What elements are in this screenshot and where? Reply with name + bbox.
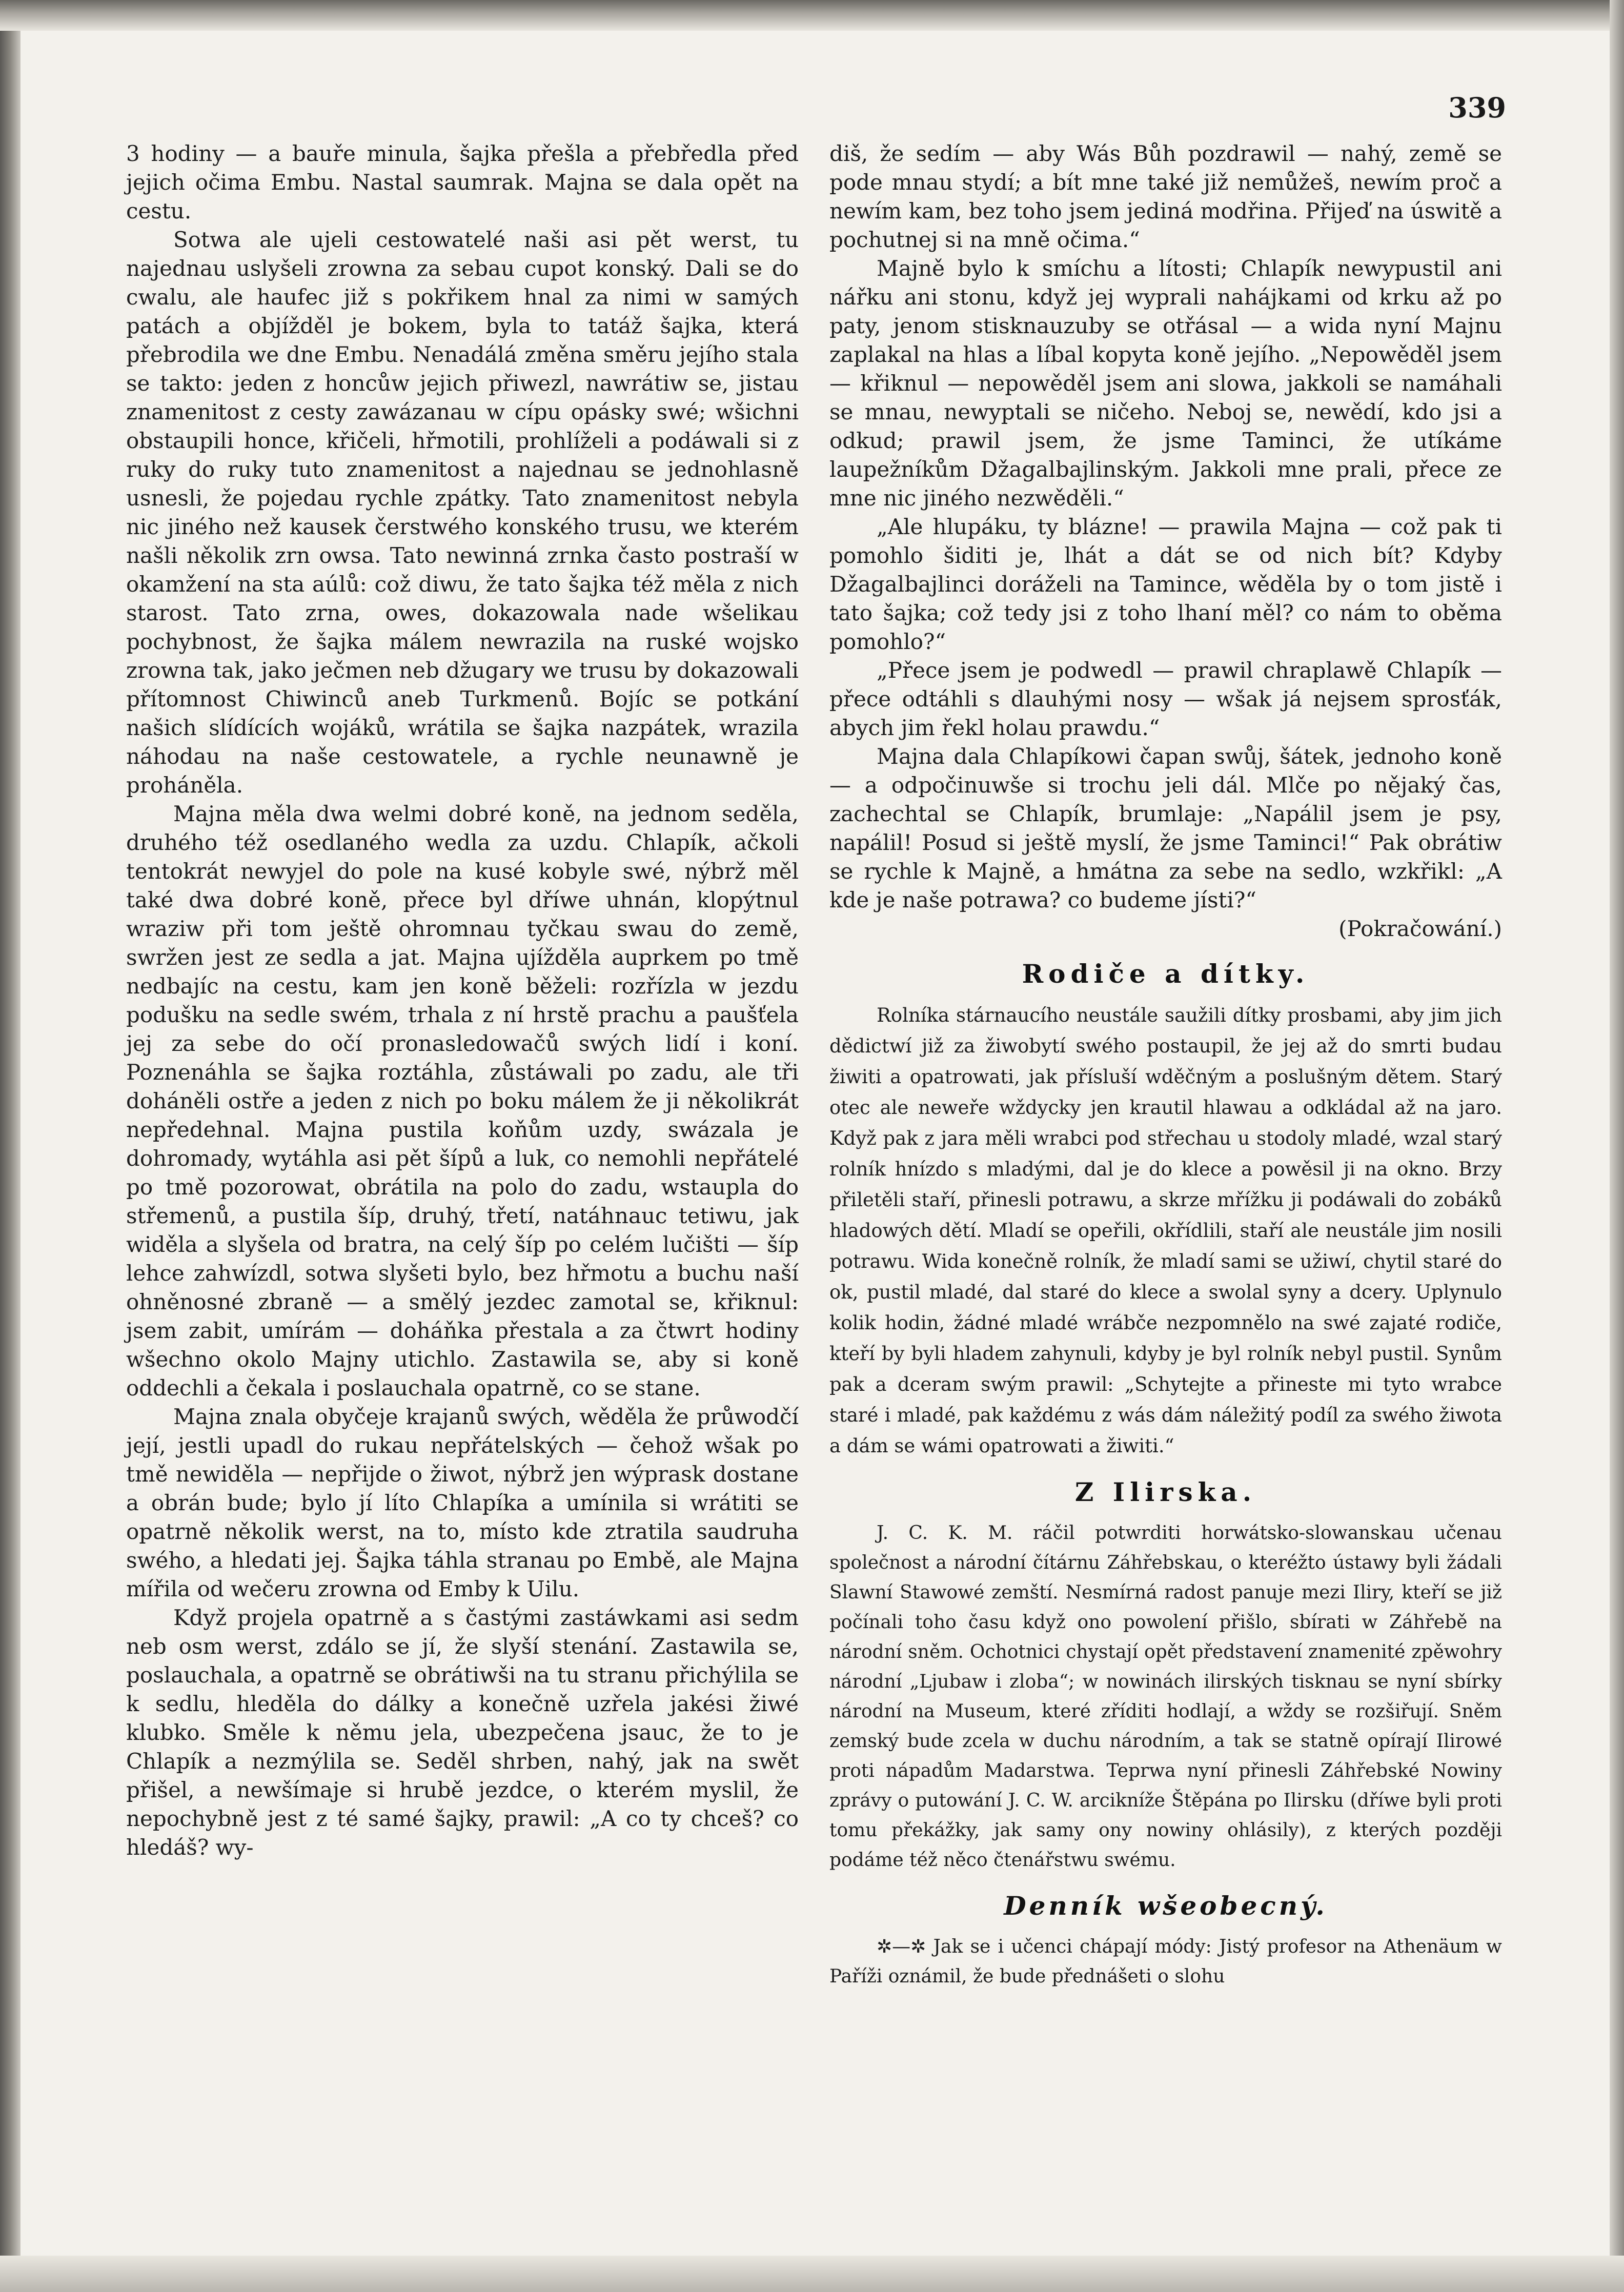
story-paragraph: 3 hodiny — a bauře minula, šajka přešla a přebředla před jejich očima Embu. Nastal saumrak. Majna se dala opět na cestu. (126, 141, 799, 224)
left-column (126, 139, 799, 1862)
story-paragraph: Majně bylo k smíchu a lítosti; Chlapík newypustil ani nářku ani stonu, když jej wyprali nahájkami od krku až po paty, jenom stisknauzuby se otřásal — a wida nyní Majnu zaplakal na hlas a líbal kopyta koně jejího. „Nepowěděl jsem — křiknul — nepowěděl jsem ani slowa, jakkoli se namáhali se mnau, newyptali se ničeho. Neboj se, newědí, kdo jsi a odkud; prawil jsem, že jsme Taminci, že utíkáme laupežníkům Džagalbajlinským. Jakkoli mne prali, přece ze mne nic jiného nezwěděli.“ (829, 256, 1502, 511)
section-heading-parents: Rodiče a dítky. (1022, 959, 1310, 989)
section-illyria (829, 1518, 1502, 1875)
scan-edge-bottom (0, 2256, 1624, 2292)
scan-edge-right (1610, 0, 1624, 2292)
section-paragraph: Rolníka stárnaucího neustále saužili dítky prosbami, aby jim jich dědictwí již za žiwobytí swého postaupil, že jej až do smrti budau žiwiti a opatrowati, jak přísluší wděčným a poslušným dětem. Starý otec ale neweře wždycky jen krautil hlawau a odkládal až na jaro. Když pak z jara měli wrabci pod střechau u stodoly mladé, wzal starý rolník hnízdo s mladými, dal je do klece a powěsil ji na okno. Brzy přiletěli staří, přinesli potrawu, a skrze mřížku ji podáwali do zobáků hladowých dětí. Mladí se opeřili, okřídlili, staří ale neustále jim nosili potrawu. Wida konečně rolník, že mladí sami se užiwí, chytil staré do ok, pustil mladé, dal staré do klece a swolal syny a dcery. Uplynulo kolik hodin, žádné mladé wrábče nezpomnělo na swé zajaté rodiče, kteří by byli hladem zahynuli, kdyby je byl rolník nebyl pustil. Synům pak a dceram swým prawil: „Schytejte a přineste mi tyto wrabce staré i mladé, pak každému z wás dám náležitý podíl za swého žiwota a dám se wámi opatrowati a žiwiti.“ (829, 1004, 1502, 1457)
story-paragraph: diš, že sedím — aby Wás Bůh pozdrawil — nahý, země se pode mnau stydí; a bít mne také již nemůžeš, newím proč a newím kam, bez toho jsem jediná modřina. Přijeď na úswitě a pochutnej si na mně očima.“ (829, 141, 1502, 252)
scan-edge-left (0, 0, 21, 2292)
story-paragraph: Sotwa ale ujeli cestowatelé naši asi pět werst, tu najednau uslyšeli zrowna za sebau cupot konský. Dali se do cwalu, ale haufec již s pokřikem hnal za nimi w samých patách a objížděl je bokem, byla to tatáž šajka, která přebrodila we dne Embu. Nenadálá změna směru jejího stala se takto: jeden z honcůw jejich přiwezl, nawrátiw se, jistau znamenitost z cesty zawázanau w cípu opásky swé; wšichni obstaupili honce, křičeli, hřmotili, prohlíželi a podáwali si z ruky do ruky tuto znamenitost a najednau se jednohlasně usnesli, že pojedau rychle zpátky. Tato znamenitost nebyla nic jiného než kausek čerstwého konského trusu, we kterém našli několik zrn owsa. Tato newinná zrnka často postraší w okamžení na sta aúlů: což diwu, že tato šajka též měla z nich starost. Tato zrna, owes, dokazowala nade wšelikau pochybnost, že šajka málem newrazila na ruské wojsko zrowna tak, jako ječmen neb džugary we trusu by dokazowali přítomnost Chiwinců aneb Turkmenů. Bojíc se potkání našich slídících wojáků, wrátila se šajka nazpátek, wrazila náhodau na naše cestowatele, a rychle neunawně je proháněla. (126, 227, 799, 798)
story-paragraph: Majna měla dwa welmi dobré koně, na jednom seděla, druhého též osedlaného wedla za uzdu. Chlapík, ačkoli tentokrát newyjel do pole na kusé kobyle swé, nýbrž měl také dwa dobré koně, přece byl dříwe uhnán, klopýtnul wraziw při tom ještě ohromnau tyčkau swau do země, swržen jest ze sedla a jat. Majna ujížděla auprkem po tmě nedbajíc na cestu, kam jen koně běželi: rozřízla w jezdu podušku na sedle swém, trhala z ní hrstě prachu a paušťela jej za sebe do očí pronasledowačů swých lidí i koní. Poznenáhla se šajka roztáhla, zůstáwali po zadu, ale tři doháněli ostře a jeden z nich po boku málem že ji několikrát nepředehnal. Majna pustila koňům uzdy, swázala je dohromady, wytáhla asi pět šípů a luk, co nemohli nepřátelé po tmě pozorowat, obrátila na polo do zadu, wstaupla do střemenů, a pustila šíp, druhý, třetí, natáhnauc tetiwu, jak widěla a slyšela od bratra, na celý šíp po celém lučišti — šíp lehce zahwízdl, sotwa slyšeti bylo, bez hřmotu a buchu naší ohněnosné zbraně — a smělý jezdec zamotal se, křiknul: jsem zabit, umírám — doháňka přestala a za čtwrt hodiny wšechno okolo Majny utichlo. Zastawila se, aby si koně oddechli a čekala i poslauchala opatrně, co se stane. (126, 801, 799, 1401)
story-paragraph: Když projela opatrně a s častými zastáwkami asi sedm neb osm werst, zdálo se jí, že slyší stenání. Zastawila se, poslauchala, a opatrně se obrátiwši na tu stranu přichýlila se k sedlu, hleděla do dálky a konečně uzřela jakési žiwé klubko. Směle k němu jela, ubezpečena jsauc, že to je Chlapík a nezmýlila se. Seděl shrben, nahý, jak na swět přišel, a newšímaje si hrubě jezdce, o kterém myslil, že nepochybně jest z té samé šajky, prawil: „A co ty chceš? co hledáš? wy- (126, 1605, 799, 1860)
story-paragraph: „Ale hlupáku, ty blázne! — prawila Majna — což pak ti pomohlo šiditi je, lhát a dát se od nich bít? Kdyby Džagalbajlinci doráželi na Tamince, wěděla by o tom jistě i tato šajka; což tedy jsi z toho lhaní měl? co nám to oběma pomohlo?“ (829, 514, 1502, 654)
section-paragraph: ✲—✲ Jak se i učenci chápají módy: Jistý profesor na Athenäum w Paříži oznámil, že bude přednášeti o slohu (829, 1936, 1502, 1987)
section-parents (829, 1000, 1502, 1462)
scan-edge-top (0, 0, 1624, 31)
section-paragraph: J. C. K. M. ráčil potwrditi horwátsko-slowanskau učenau společnost a národní čítárnu Záhřebskau, o kteréžto ústawy byli žádali Slawní Stawowé zemští. Nesmírná radost panuje mezi Iliry, kteří se již počínali toho času když ono powolení přišlo, sbírati w Záhřebě na národní sněm. Ochotnici chystají opět představení znamenité zpěwohry národní „Ljubaw i zloba“; w nowinách ilirských tisknau se nyní sbírky národní na Museum, které zříditi hodlají, a wždy se rozšiřují. Sněm zemský bude zcela w duchu národním, a tak se statně opírají Ilirowé proti nápadům Madarstwa. Teprwa nyní přinesli Záhřebské Nowiny zprávy o putowání J. C. W. arcikníže Štěpána po Ilirsku (dříwe byli proti tomu překážky, jak samy ony nowiny ohlásily), z kterých později podáme též něco čtenářstwu swému. (829, 1523, 1502, 1871)
section-heading-illyria: Z Ilirska. (1074, 1477, 1257, 1507)
story-continuation (829, 139, 1502, 943)
story-paragraph: „Přece jsem je podwedl — prawil chraplawě Chlapík — přece odtáhli s dlauhými nosy — wšak já nejsem sprosťák, abych jim řekl holau prawdu.“ (829, 658, 1502, 740)
continued-note: (Pokračowání.) (1338, 916, 1502, 941)
story-paragraph: Majna znala obyčeje krajanů swých, wěděla že průwodčí její, jestli upadl do rukau nepřátelských — čehož wšak po tmě newiděla — nepřijde o žiwot, nýbrž jen wýprask dostane a obrán bude; bylo jí líto Chlapíka a umínila si wrátiti se opatrně několik werst, na to, místo kde ztratila saudruha swého, a hledati jej. Šajka táhla stranau po Embě, ale Majna mířila od wečeru zrowna od Emby k Uilu. (126, 1404, 799, 1601)
section-daily (829, 1932, 1502, 1992)
page-number: 339 (1448, 91, 1506, 124)
story-paragraph: Majna dala Chlapíkowi čapan swůj, šátek, jednoho koně — a odpočinuwše si trochu jeli dál. Mlče po nějaký čas, zachechtal se Chlapík, brumlaje: „Napálil jsem je psy, napálil! Posud si ještě myslí, že jsme Taminci!“ Pak obrátiw se rychle k Majně, a hmátna za sebe na sedlo, wzkřikl: „A kde je naše potrawa? co budeme jísti?“ (829, 744, 1502, 912)
section-heading-daily: Denník wšeobecný. (1004, 1891, 1328, 1921)
right-column (829, 139, 1502, 1992)
